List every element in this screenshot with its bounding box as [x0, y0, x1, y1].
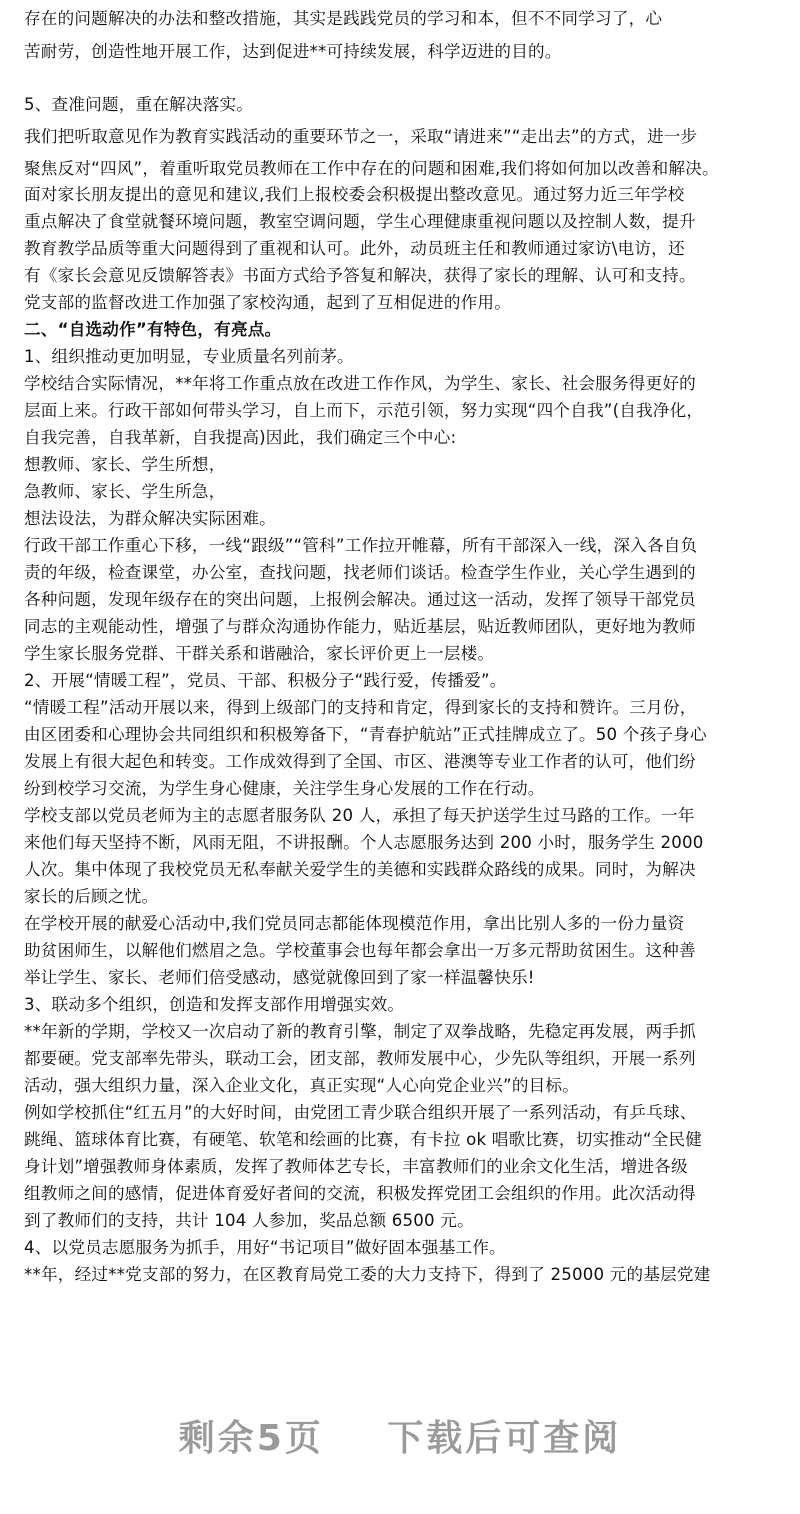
- text-line: “情暖工程”活动开展以来，得到上级部门的支持和肯定，得到家长的支持和赞许。三月份，: [24, 698, 697, 717]
- text-line: 3、联动多个组织，创造和发挥支部作用增强实效。: [24, 995, 405, 1014]
- text-line: 由区团委和心理协会共同组织和积极筹备下，“青春护航站”正式挂牌成立了。50 个孩子身心: [24, 725, 707, 744]
- text-line: 层面上来。行政干部如何带头学习，自上而下，示范引领，努力实现“四个自我”(自我净化，: [24, 401, 704, 420]
- text-line: 我们把听取意见作为教育实践活动的重要环节之一，采取“请进来”“走出去”的方式，进一步: [24, 127, 698, 146]
- download-banner[interactable]: [0, 1410, 800, 1461]
- text-line: 举让学生、家长、老师们倍受感动，感觉就像回到了家一样温馨快乐!: [24, 968, 535, 987]
- text-line: 到了教师们的支持，共计 104 人参加，奖品总额 6500 元。: [24, 1211, 474, 1230]
- text-line: 学生家长服务党群、干群关系和谐融洽，家长评价更上一层楼。: [24, 644, 495, 663]
- text-line: **年新的学期，学校又一次启动了新的教育引擎，制定了双拳战略，先稳定再发展，两手抓: [24, 1022, 696, 1041]
- text-line: 存在的问题解决的办法和整改措施，其实是践践党员的学习和本，但不不同学习了，心: [24, 9, 663, 28]
- text-line: 聚焦反对“四风”，着重听取党员教师在工作中存在的问题和困难,我们将如何加以改善和解决。: [24, 159, 719, 178]
- text-line: 面对家长朋友提出的意见和建议,我们上报校委会积极提出整改意见。通过努力近三年学校: [24, 185, 685, 204]
- text-line: 1、组织推动更加明显，专业质量名列前茅。: [24, 347, 354, 366]
- text-line: 来他们每天坚持不断，风雨无阻，不讲报酬。个人志愿服务达到 200 小时，服务学生 2000: [24, 833, 704, 852]
- text-line: 身计划”增强教师身体素质，发挥了教师体艺专长，丰富教师们的业余文化生活，增进各级: [24, 1157, 688, 1176]
- text-line: 发展上有很大起色和转变。工作成效得到了全国、市区、港澳等专业工作者的认可，他们纷: [24, 752, 696, 771]
- download-hint-label[interactable]: 下载后可查阅: [387, 1418, 622, 1459]
- text-line: 自我完善，自我革新，自我提高)因此，我们确定三个中心:: [24, 428, 457, 447]
- text-line: 同志的主观能动性，增强了与群众沟通协作能力，贴近基层，贴近教师团队，更好地为教师: [24, 617, 696, 636]
- text-line: 4、以党员志愿服务为抓手，用好“书记项目”做好固本强基工作。: [24, 1238, 506, 1257]
- text-line: 例如学校抓住“红五月”的大好时间，由党团工青少联合组织开展了一系列活动，有乒乓球、: [24, 1103, 697, 1122]
- text-line: 家长的后顾之忧。: [24, 887, 159, 906]
- text-line: 各种问题，发现年级存在的突出问题，上报例会解决。通过这一活动，发挥了领导干部党员: [24, 590, 696, 609]
- text-line: 党支部的监督改进工作加强了家校沟通，起到了互相促进的作用。: [24, 293, 512, 312]
- text-line: 5、查准问题，重在解决落实。: [24, 95, 254, 114]
- text-line: 责的年级，检查课堂，办公室，查找问题，找老师们谈话。检查学生作业，关心学生遇到的: [24, 563, 696, 582]
- text-line: 在学校开展的献爱心活动中,我们党员同志都能体现模范作用，拿出比别人多的一份力量资: [24, 914, 685, 933]
- remaining-pages-label: 剩余5页: [178, 1418, 324, 1459]
- section-heading: 二、“自选动作”有特色，有亮点。: [24, 320, 282, 339]
- text-line: 人次。集中体现了我校党员无私奉献关爱学生的美德和实践群众路线的成果。同时，为解决: [24, 860, 696, 879]
- text-line: 纷到校学习交流，为学生身心健康，关注学生身心发展的工作在行动。: [24, 779, 545, 798]
- text-line: 想教师、家长、学生所想，: [24, 455, 226, 474]
- text-line: 想法设法，为群众解决实际困难。: [24, 509, 276, 528]
- text-line: 重点解决了食堂就餐环境问题，教室空调问题，学生心理健康重视问题以及控制人数，提升: [24, 212, 696, 231]
- text-line: **年，经过**党支部的努力，在区教育局党工委的大力支持下，得到了 25000 元的基层党建: [24, 1265, 711, 1284]
- text-line: 有《家长会意见反馈解答表》书面方式给予答复和解决，获得了家长的理解、认可和支持。: [24, 266, 696, 285]
- text-line: 活动，强大组织力量，深入企业文化，真正实现“人心向党企业兴”的目标。: [24, 1076, 579, 1095]
- text-line: 学校支部以党员老师为主的志愿者服务队 20 人，承担了每天护送学生过马路的工作。一年: [24, 806, 695, 825]
- text-line: 2、开展“情暖工程”，党员、干部、积极分子“践行爱，传播爱”。: [24, 671, 507, 690]
- text-line: 学校结合实际情况，**年将工作重点放在改进工作作风，为学生、家长、社会服务得更好的: [24, 374, 696, 393]
- text-line: 急教师、家长、学生所急，: [24, 482, 226, 501]
- text-line: 组教师之间的感情，促进体育爱好者间的交流，积极发挥党团工会组织的作用。此次活动得: [24, 1184, 696, 1203]
- text-line: 助贫困师生，以解他们燃眉之急。学校董事会也每年都会拿出一万多元帮助贫困生。这种善: [24, 941, 696, 960]
- text-line: 跳绳、篮球体育比赛，有硬笔、软笔和绘画的比赛，有卡拉 ok 唱歌比赛，切实推动“全民健: [24, 1130, 703, 1149]
- text-line: 行政干部工作重心下移，一线“跟级”“管科”工作拉开帷幕，所有干部深入一线，深入各自负: [24, 536, 698, 555]
- text-line: 都要硬。党支部率先带头，联动工会，团支部，教师发展中心，少先队等组织，开展一系列: [24, 1049, 696, 1068]
- text-line: 教育教学品质等重大问题得到了重视和认可。此外，动员班主任和教师通过家访\电访，还: [24, 239, 685, 258]
- text-line: 苦耐劳，创造性地开展工作，达到促进**可持续发展，科学迈进的目的。: [24, 42, 562, 61]
